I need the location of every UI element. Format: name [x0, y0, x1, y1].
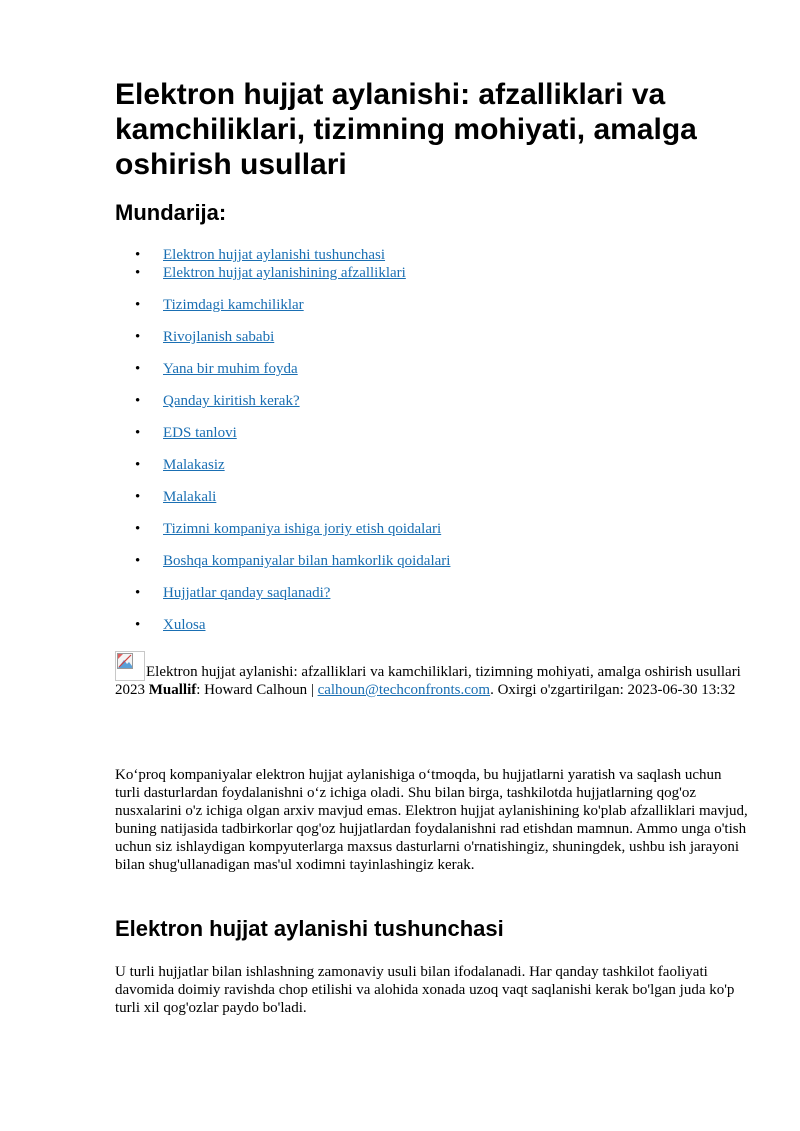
toc-link[interactable]: Elektron hujjat aylanishi tushunchasi — [163, 247, 386, 263]
bullet-icon: • — [135, 247, 141, 263]
bullet-icon: • — [135, 553, 141, 569]
author-label: Muallif — [148, 682, 197, 698]
bullet-icon: • — [135, 617, 141, 633]
toc-link[interactable]: Rivojlanish sababi — [163, 329, 275, 345]
bullet-icon: • — [135, 393, 141, 409]
bullet-icon: • — [135, 297, 141, 313]
bullet-icon: • — [135, 265, 141, 281]
toc-link[interactable]: Malakasiz — [163, 457, 225, 473]
toc-link[interactable]: Malakali — [163, 489, 217, 505]
section-paragraph: U turli hujjatlar bilan ishlashning zamonaviy usuli bilan ifodalanadi. Har qanday tashkilot faoliyati davomida doimiy ravishda chop etilishi va alohida xonada uzoq vaqt saqlanishi kerak bo'lgan juda ko'p turli xil qog'ozlar paydo bo'ladi. — [115, 964, 735, 1016]
bullet-icon: • — [135, 457, 141, 473]
author-name: : Howard Calhoun | — [196, 682, 318, 698]
bullet-icon: • — [135, 425, 141, 441]
article-meta — [115, 651, 755, 699]
author-email-link[interactable]: calhoun@techconfronts.com — [317, 682, 491, 698]
toc-link[interactable]: Tizimni kompaniya ishiga joriy etish qoidalari — [163, 521, 442, 537]
image-alt-text: Elektron hujjat aylanishi: afzalliklari va kamchiliklari, tizimning mohiyati, amalga oshirish usullari — [146, 664, 741, 680]
toc-link[interactable]: EDS tanlovi — [163, 425, 237, 441]
bullet-icon: • — [135, 489, 141, 505]
article-title: Elektron hujjat aylanishi: afzalliklari va kamchiliklari, tizimning mohiyati, amalga oshirish usullari — [115, 78, 697, 181]
bullet-icon: • — [135, 329, 141, 345]
modified-date: . Oxirgi o'zgartirilgan: 2023-06-30 13:32 — [490, 682, 736, 698]
bullet-icon: • — [135, 585, 141, 601]
toc-link[interactable]: Qanday kiritish kerak? — [163, 393, 300, 409]
intro-paragraph: Ko‘proq kompaniyalar elektron hujjat aylanishiga o‘tmoqda, bu hujjatlarni yaratish va saqlash uchun turli dasturlardan foydalanishni o‘z ichiga oladi. Shu bilan birga, tashkilotda hujjatlarning qog'oz nusxalarini o'z ichiga olgan arxiv mavjud emas. Elektron hujjat aylanishining ko'plab afzalliklari mavjud, buning natijasida tadbirkorlar qog'oz hujjatlardan foydalanishni rad etishdan mamnun. Ammo unga o'tish uchun siz ishlaydigan kompyuterlarga maxsus dasturlarni o'rnatishingiz, shuningdek, ushbu ish jarayoni bilan shug'ullanadigan mas'ul xodimni tayinlashingiz kerak. — [115, 767, 748, 873]
publish-year: 2023 — [115, 682, 145, 698]
toc-heading: Mundarija: — [115, 200, 227, 225]
toc-link[interactable]: Tizimdagi kamchiliklar — [163, 297, 304, 313]
section-heading: Elektron hujjat aylanishi tushunchasi — [115, 916, 504, 941]
toc-link[interactable]: Elektron hujjat aylanishining afzalliklari — [163, 265, 406, 281]
bullet-icon: • — [135, 521, 141, 537]
broken-image-icon — [115, 651, 145, 681]
toc-link[interactable]: Hujjatlar qanday saqlanadi? — [163, 585, 331, 601]
bullet-icon: • — [135, 361, 141, 377]
toc-link[interactable]: Xulosa — [163, 617, 206, 633]
toc-link[interactable]: Yana bir muhim foyda — [163, 361, 298, 377]
toc-link[interactable]: Boshqa kompaniyalar bilan hamkorlik qoidalari — [163, 553, 451, 569]
